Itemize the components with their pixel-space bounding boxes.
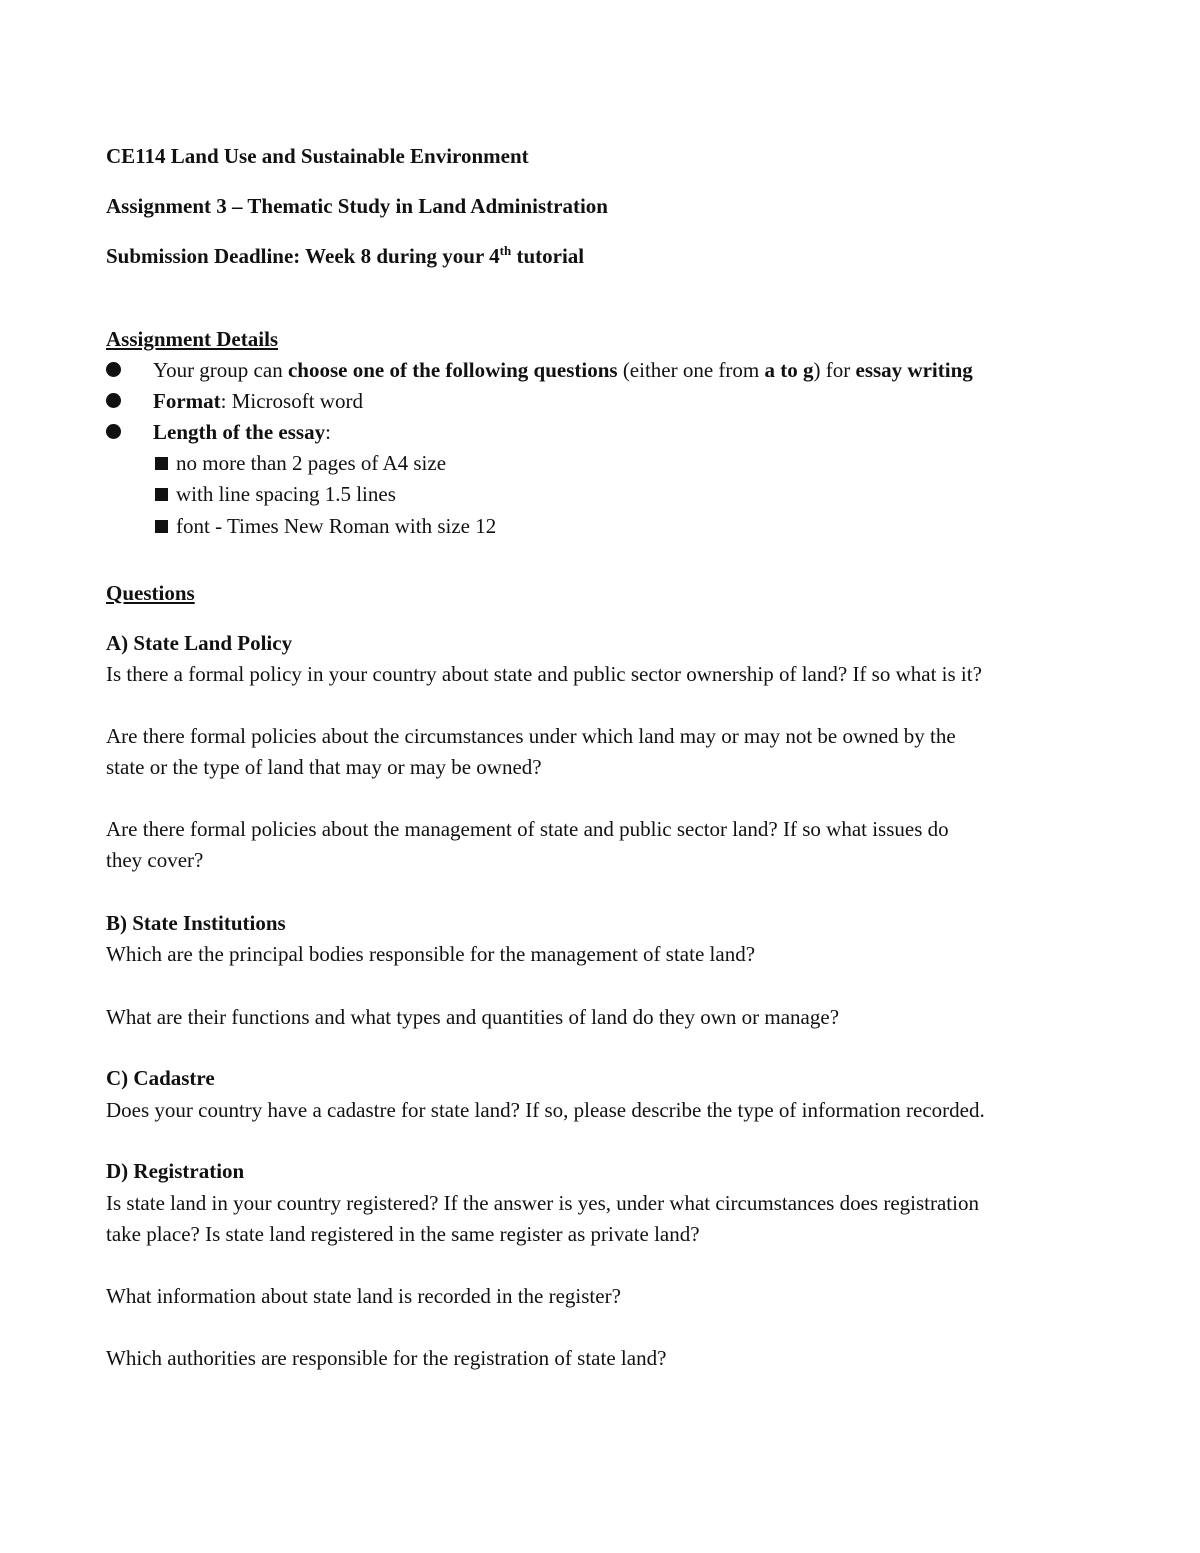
bullet-choose-question xyxy=(106,357,1106,383)
bullet-length xyxy=(106,419,706,445)
question-d-text: Which authorities are responsible for the registration of state land? xyxy=(106,1346,667,1370)
questions-heading: Questions xyxy=(106,581,195,605)
sub-item-font: font - Times New Roman with size 12 xyxy=(155,513,496,539)
question-d-text: What information about state land is recorded in the register? xyxy=(106,1284,621,1308)
question-b-text: What are their functions and what types and quantities of land do they own or manage? xyxy=(106,1005,840,1029)
question-a-text: Are there formal policies about the circumstances under which land may or may not be owned by the xyxy=(106,724,956,748)
bullet-text: Format: Microsoft word xyxy=(153,389,363,413)
assignment-title: Assignment 3 – Thematic Study in Land Administration xyxy=(106,194,608,218)
course-title: CE114 Land Use and Sustainable Environment xyxy=(106,144,529,168)
bullet-format xyxy=(106,388,706,414)
question-c-title: C) Cadastre xyxy=(106,1066,215,1090)
assignment-details-heading: Assignment Details xyxy=(106,327,279,351)
bullet-dot-icon xyxy=(106,362,121,377)
deadline-prefix: Submission Deadline: Week 8 during your 4 xyxy=(106,244,500,268)
question-d-text: Is state land in your country registered? If the answer is yes, under what circumstances does registration xyxy=(106,1191,979,1215)
question-c-text: Does your country have a cadastre for state land? If so, please describe the type of information recorded. xyxy=(106,1098,985,1122)
question-a-text: they cover? xyxy=(106,848,204,872)
question-a-title: A) State Land Policy xyxy=(106,631,293,655)
question-a-text: state or the type of land that may or may be owned? xyxy=(106,755,542,779)
square-bullet-icon xyxy=(155,488,168,501)
square-bullet-icon xyxy=(155,520,168,533)
square-bullet-icon xyxy=(155,457,168,470)
question-d-text: take place? Is state land registered in the same register as private land? xyxy=(106,1222,700,1246)
bullet-dot-icon xyxy=(106,424,121,439)
question-d-title: D) Registration xyxy=(106,1159,245,1183)
deadline-superscript: th xyxy=(499,243,512,258)
submission-deadline xyxy=(106,243,584,269)
bullet-text: Length of the essay: xyxy=(153,420,331,444)
bullet-text: Your group can choose one of the following questions (either one from a to g) for essay writing xyxy=(153,358,973,382)
question-a-text: Are there formal policies about the management of state and public sector land? If so what issues do xyxy=(106,817,949,841)
bullet-dot-icon xyxy=(106,393,121,408)
question-b-title: B) State Institutions xyxy=(106,911,286,935)
deadline-suffix: tutorial xyxy=(511,244,585,268)
question-a-text: Is there a formal policy in your country about state and public sector ownership of land? If so what is it? xyxy=(106,662,982,686)
sub-item-spacing: with line spacing 1.5 lines xyxy=(155,481,396,507)
sub-item-pages: no more than 2 pages of A4 size xyxy=(155,450,446,476)
question-b-text: Which are the principal bodies responsible for the management of state land? xyxy=(106,942,756,966)
